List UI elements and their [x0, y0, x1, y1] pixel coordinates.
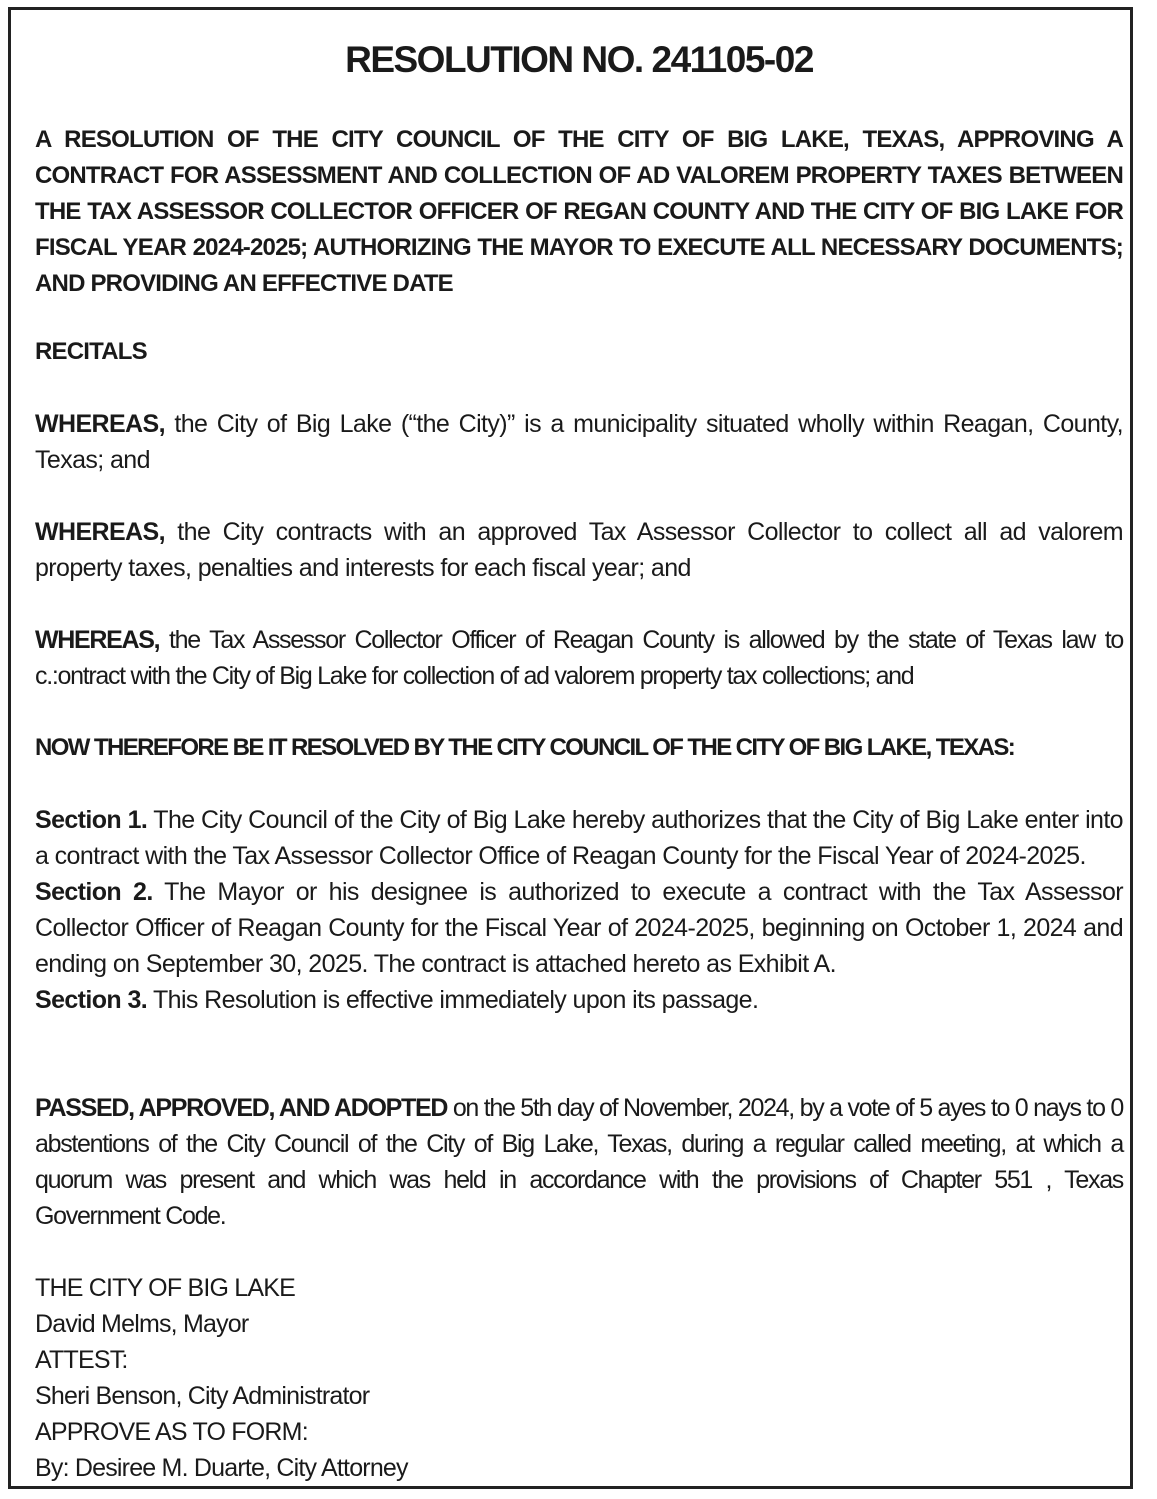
sections-block [35, 802, 1123, 1018]
signature-attorney-line: By: Desiree M. Duarte, City Attorney [35, 1454, 408, 1482]
section-lead: Section 3. [35, 986, 148, 1014]
section-lead: Section 2. [35, 878, 153, 906]
section-1 [35, 802, 1123, 874]
section-lead: Section 1. [35, 806, 148, 834]
whereas-lead: WHEREAS, [35, 410, 165, 438]
recitals-heading: RECITALS [35, 338, 147, 365]
passed-text: on the 5th day of November, 2024, by a vote of 5 ayes to 0 nays to 0 abstentions of the City Council of the City of Big Lake, Texas, during a regular called meeting, at which a quorum was present and which was held in accordance with the provisions of Chapter 551 , Texas Government Code. [35, 1094, 1123, 1230]
passed-paragraph [35, 1090, 1123, 1234]
whereas-text: the City contracts with an approved Tax Assessor Collector to collect all ad valorem property taxes, penalties and interests for each fiscal year; and [35, 518, 1123, 582]
section-2 [35, 874, 1123, 982]
signature-approve-form-line: APPROVE AS TO FORM: [35, 1418, 308, 1446]
signature-administrator-line: Sheri Benson, City Administrator [35, 1382, 370, 1410]
resolution-title: RESOLUTION NO. 241105-02 [345, 39, 813, 80]
whereas-paragraph-1 [35, 406, 1123, 478]
whereas-paragraph-3 [35, 622, 1123, 694]
section-3 [35, 982, 1123, 1018]
document-frame [8, 7, 1133, 1489]
whereas-lead: WHEREAS, [35, 626, 160, 654]
resolved-heading: NOW THEREFORE BE IT RESOLVED BY THE CITY COUNCIL OF THE CITY OF BIG LAKE, TEXAS: [35, 734, 1015, 761]
signature-attest-line: ATTEST: [35, 1346, 128, 1374]
whereas-paragraph-2 [35, 514, 1123, 586]
signature-city-line: THE CITY OF BIG LAKE [35, 1274, 295, 1302]
resolution-preamble: A RESOLUTION OF THE CITY COUNCIL OF THE CITY OF BIG LAKE, TEXAS, APPROVING A CONTRACT FOR ASSESSMENT AND COLLECTION OF AD VALOREM PROPERTY TAXES BETWEEN THE TAX ASSESSOR COLLECTOR OFFICER OF REGAN COUNTY AND THE CITY OF BIG LAKE FOR FISCAL YEAR 2024-2025; AUTHORIZING THE MAYOR TO EXECUTE ALL NECESSARY DOCUMENTS; AND PROVIDING AN EFFECTIVE DATE [35, 126, 1123, 297]
section-text: This Resolution is effective immediately upon its passage. [147, 986, 759, 1014]
passed-lead: PASSED, APPROVED, AND ADOPTED [35, 1094, 448, 1122]
section-text: The Mayor or his designee is authorized to execute a contract with the Tax Assessor Collector Officer of Reagan County for the Fiscal Year of 2024-2025, beginning on October 1, 2024 and ending on September 30, 2025. The contract is attached hereto as Exhibit A. [35, 878, 1123, 978]
whereas-lead: WHEREAS, [35, 518, 165, 546]
signature-block [35, 1270, 1123, 1486]
whereas-text: the City of Big Lake (“the City)” is a municipality situated wholly within Reagan, County, Texas; and [35, 410, 1123, 474]
section-text: The City Council of the City of Big Lake hereby authorizes that the City of Big Lake enter into a contract with the Tax Assessor Collector Office of Reagan County for the Fiscal Year of 2024-2025. [35, 806, 1123, 870]
signature-mayor-line: David Melms, Mayor [35, 1310, 249, 1338]
whereas-text: the Tax Assessor Collector Officer of Reagan County is allowed by the state of Texas law to c.:ontract with the City of Big Lake for collection of ad valorem property tax collections; and [35, 626, 1123, 690]
